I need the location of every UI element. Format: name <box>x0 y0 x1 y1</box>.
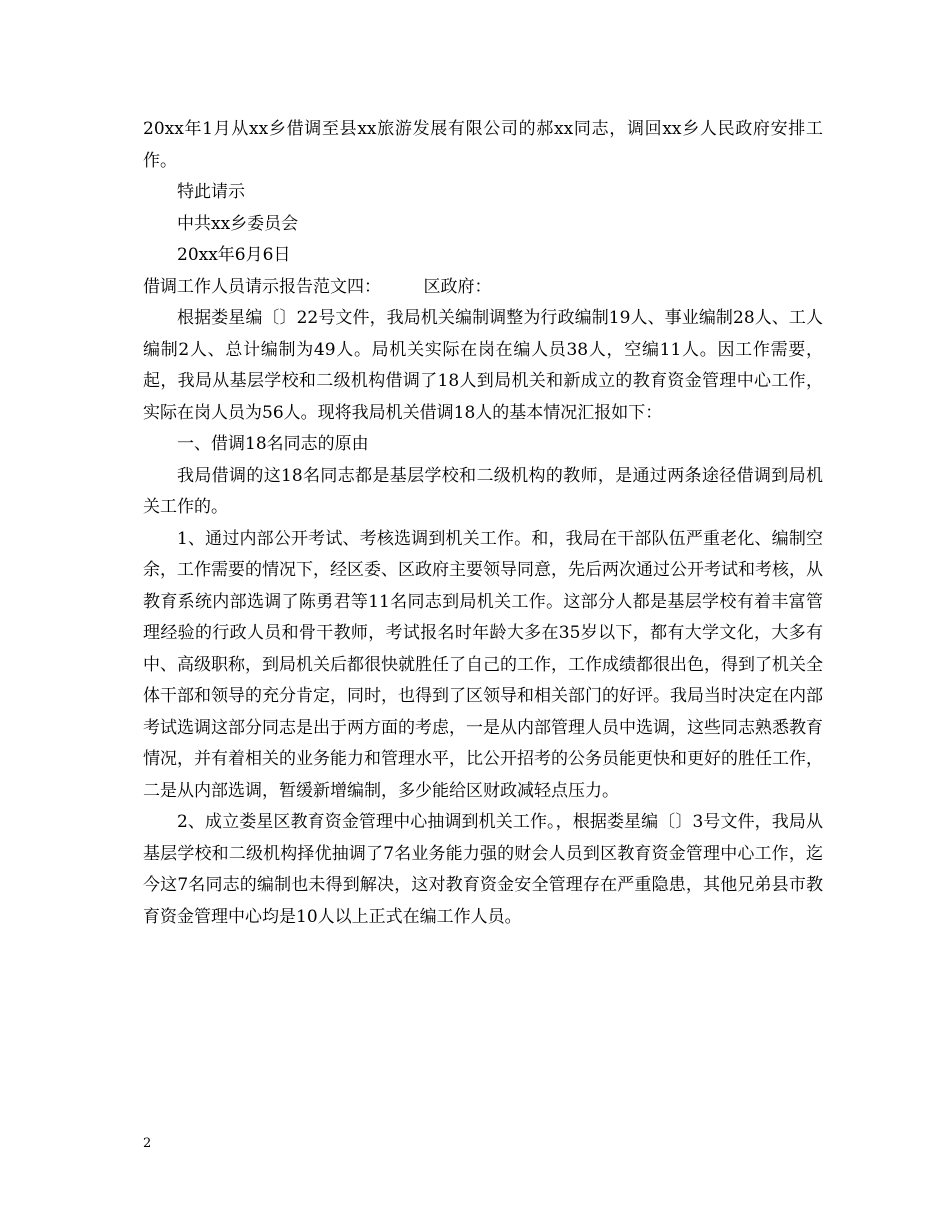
page-number: 2 <box>143 1136 152 1151</box>
paragraph-closing-request: 特此请示 <box>177 182 245 202</box>
paragraph-staffing-overview: 根据娄星编〔〕22号文件，我局机关编制调整为行政编制19人、事业编制28人、工人编制2人、总计编制为49人。局机关实际在岗在编人员38人，空编11人。因工作需要，起，我局从基层学校和二级机构借调了18人到局机关和新成立的教育资金管理中心工作，实际在岗人员为56人。现将我局机关借调18人的基本情况汇报如下： <box>143 308 823 423</box>
paragraph-sample-four-heading: 借调工作人员请示报告范文四： 区政府： <box>143 276 492 297</box>
paragraph-internal-exam: 1、通过内部公开考试、考核选调到机关工作。和，我局在干部队伍严重老化、编制空余，工作需要的情况下，经区委、区政府主要领导同意，先后两次通过公开考试和考核，从教育系统内部选调了陈勇君等11名同志到局机关工作。这部分人都是基层学校有着丰富管理经验的行政人员和骨干教师，考试报名时年龄大多在35岁以下，都有大学文化，大多有中、高级职称，到局机关后都很快就胜任了自己的工作，工作成绩都很出色，得到了机关全体干部和领导的充分肯定，同时，也得到了区领导和相关部门的好评。我局当时决定在内部考试选调这部分同志是出于两方面的考虑，一是从内部管理人员中选调，这些同志熟悉教育情况，并有着相关的业务能力和管理水平，比公开招考的公务员能更快和更好的胜任工作，二是从内部选调，暂缓新增编制，多少能给区财政减轻点压力。 <box>143 528 823 801</box>
paragraph-transfer-back: 20xx年1月从xx乡借调至县xx旅游发展有限公司的郝xx同志，调回xx乡人民政府安排工作。 <box>143 119 823 171</box>
document-body <box>143 114 823 933</box>
section-heading-reasons: 一、借调18名同志的原由 <box>177 434 369 454</box>
paragraph-signatory: 中共xx乡委员会 <box>177 213 299 234</box>
paragraph-date: 20xx年6月6日 <box>177 245 291 265</box>
paragraph-two-channels: 我局借调的这18名同志都是基层学校和二级机构的教师，是通过两条途径借调到局机关工作的。 <box>143 465 823 517</box>
paragraph-fund-center: 2、成立娄星区教育资金管理中心抽调到机关工作。，根据娄星编〔〕3号文件，我局从基层学校和二级机构择优抽调了7名业务能力强的财会人员到区教育资金管理中心工作，迄今这7名同志的编制也未得到解决，这对教育资金安全管理存在严重隐患，其他兄弟县市教育资金管理中心均是10人以上正式在编工作人员。 <box>143 812 823 927</box>
